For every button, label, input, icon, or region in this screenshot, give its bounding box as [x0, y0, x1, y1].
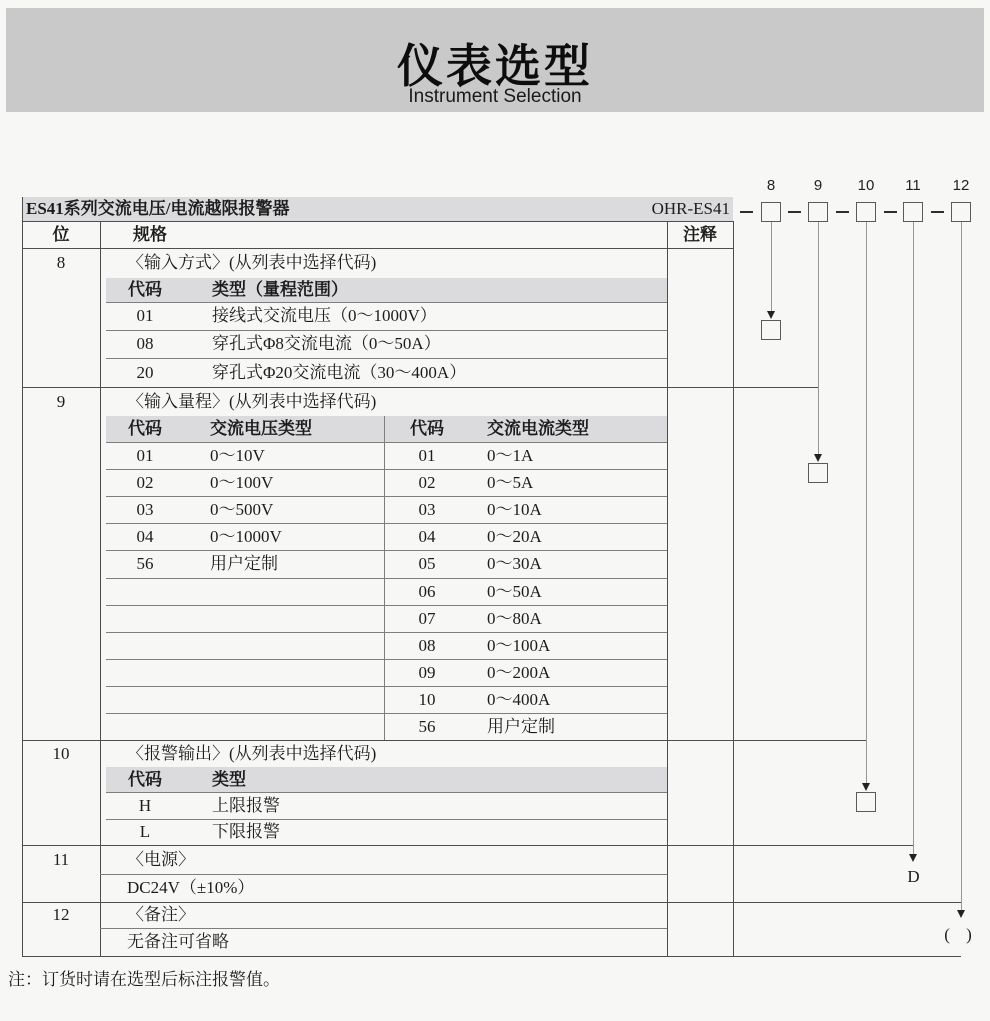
- sec8-row-code: 08: [136, 334, 154, 353]
- page-subtitle: Instrument Selection: [408, 86, 582, 107]
- code-dash: [788, 211, 801, 213]
- model-prefix: OHR-ES41: [651, 199, 730, 218]
- sec8-label: 〈输入方式〉(从列表中选择代码): [127, 253, 377, 272]
- code-box-10: [856, 202, 876, 222]
- remark-code-label: ( ): [944, 925, 978, 944]
- sec9-left-code: 04: [136, 527, 154, 546]
- sec9-right-type: 用户定制: [487, 717, 555, 736]
- sec9-right-code: 10: [418, 690, 436, 709]
- code-box-9: [808, 202, 828, 222]
- position-number-11: 11: [905, 177, 921, 194]
- sec8-row-code: 20: [136, 363, 154, 382]
- sec9-left-type: 0～1000V: [210, 527, 282, 546]
- code-box-12: [951, 202, 971, 222]
- code-dash: [740, 211, 753, 213]
- arrow-down-icon: [862, 783, 870, 791]
- sec9-right-code: 02: [418, 473, 436, 492]
- sec10-row-type: 上限报警: [212, 796, 280, 815]
- sec10-pos: 10: [52, 744, 70, 763]
- sec9-right-code: 56: [418, 717, 436, 736]
- code-dash: [884, 211, 897, 213]
- sec9-left-code: 03: [136, 500, 154, 519]
- sec8-row-type: 穿孔式Φ20交流电流（30～400A）: [212, 363, 467, 382]
- code-target-box-8: [761, 320, 781, 340]
- sec9-right-code: 01: [418, 446, 436, 465]
- sec9-right-type: 0～5A: [487, 473, 534, 492]
- sec9-line-9: [106, 659, 667, 660]
- sec9-line-11: [106, 713, 667, 714]
- sec9-h-type-left: 交流电压类型: [210, 419, 312, 438]
- sec10-h-type: 类型: [212, 770, 246, 789]
- sec9-left-type: 用户定制: [210, 554, 278, 573]
- sec9-right-code: 07: [418, 609, 436, 628]
- arrow-down-icon: [767, 311, 775, 319]
- sec11-label: 〈电源〉: [127, 850, 195, 869]
- code-target-box-9: [808, 463, 828, 483]
- sec8-row-code: 01: [136, 306, 154, 325]
- sec9-left-type: 0～10V: [210, 446, 265, 465]
- sec9-right-code: 03: [418, 500, 436, 519]
- sec9-line-6: [106, 578, 667, 579]
- sec9-pos: 9: [56, 392, 66, 411]
- leader-line-10: [866, 222, 867, 785]
- sec10-line-1: [106, 792, 667, 793]
- code-dash: [836, 211, 849, 213]
- sec8-pos: 8: [56, 253, 66, 272]
- page-banner: [6, 8, 984, 112]
- sec9-left-code: 02: [136, 473, 154, 492]
- sec8-h-type: 类型（量程范围）: [212, 280, 348, 299]
- sec11-value: DC24V（±10%）: [127, 878, 255, 897]
- code-box-11: [903, 202, 923, 222]
- sec9-left-type: 0～500V: [210, 500, 274, 519]
- table-line-header-top: [22, 221, 733, 222]
- sec10-h-code: 代码: [128, 770, 162, 789]
- arrow-down-icon: [814, 454, 822, 462]
- sec8-row-type: 接线式交流电压（0～1000V）: [212, 306, 437, 325]
- sec9-line-1: [106, 442, 667, 443]
- page-title: 仪表选型: [397, 40, 593, 92]
- code-box-8: [761, 202, 781, 222]
- position-number-12: 12: [952, 177, 970, 194]
- power-code-label: D: [907, 867, 920, 886]
- sec9-right-type: 0～50A: [487, 582, 542, 601]
- sec10-line-2: [106, 819, 667, 820]
- sec10-row-type: 下限报警: [212, 822, 280, 841]
- sec9-right-type: 0～200A: [487, 663, 551, 682]
- sec8-h-code: 代码: [128, 280, 162, 299]
- sec10-row-code: L: [139, 822, 151, 841]
- sec8-subheader-band: [106, 278, 667, 302]
- leader-line-12: [961, 222, 962, 912]
- sec9-right-type: 0～80A: [487, 609, 542, 628]
- sec9-line-10: [106, 686, 667, 687]
- sec9-right-type: 0～100A: [487, 636, 551, 655]
- arrow-down-icon: [957, 910, 965, 918]
- sec10-subheader-band: [106, 767, 667, 792]
- sec9-right-type: 0～30A: [487, 554, 542, 573]
- sec9-right-code: 09: [418, 663, 436, 682]
- leader-line-8: [771, 222, 772, 313]
- sec9-right-type: 0～20A: [487, 527, 542, 546]
- col-header-pos: 位: [52, 225, 70, 244]
- arrow-down-icon: [909, 854, 917, 862]
- sec11-pos: 11: [52, 850, 70, 869]
- position-number-9: 9: [813, 177, 823, 194]
- leader-line-11: [913, 222, 914, 856]
- code-dash: [931, 211, 944, 213]
- sec10-row-code: H: [138, 796, 152, 815]
- sec9-label: 〈输入量程〉(从列表中选择代码): [127, 392, 377, 411]
- position-number-8: 8: [766, 177, 776, 194]
- sec9-line-5: [106, 550, 667, 551]
- sec9-line-7: [106, 605, 667, 606]
- sec9-right-type: 0～1A: [487, 446, 534, 465]
- position-number-10: 10: [857, 177, 875, 194]
- sec9-line-8: [106, 632, 667, 633]
- table-border-left: [22, 197, 23, 956]
- table-border-bottom: [22, 956, 961, 957]
- sec9-h-code-left: 代码: [128, 419, 162, 438]
- sec12-label: 〈备注〉: [127, 905, 195, 924]
- leader-line-9: [818, 222, 819, 456]
- sec8-row-type: 穿孔式Φ8交流电流（0～50A）: [212, 334, 441, 353]
- col-header-note: 注释: [683, 225, 717, 244]
- sec9-right-code: 04: [418, 527, 436, 546]
- sec9-line-4: [106, 523, 667, 524]
- sec9-right-type: 0～10A: [487, 500, 542, 519]
- sec9-line-2: [106, 469, 667, 470]
- sec9-right-code: 06: [418, 582, 436, 601]
- sec9-h-type-right: 交流电流类型: [487, 419, 589, 438]
- col-header-spec: 规格: [133, 225, 167, 244]
- sec9-right-code: 05: [418, 554, 436, 573]
- sec9-line-3: [106, 496, 667, 497]
- code-target-box-10: [856, 792, 876, 812]
- footnote: 注：订货时请在选型后标注报警值。: [8, 970, 280, 989]
- sec9-h-code-right: 代码: [410, 419, 444, 438]
- sec9-left-code: 01: [136, 446, 154, 465]
- sec9-left-code: 56: [136, 554, 154, 573]
- sec9-left-type: 0～100V: [210, 473, 274, 492]
- sec10-label: 〈报警输出〉(从列表中选择代码): [127, 744, 377, 763]
- sec9-right-type: 0～400A: [487, 690, 551, 709]
- sec12-value: 无备注可省略: [127, 932, 229, 951]
- sec12-pos: 12: [52, 905, 70, 924]
- series-title: ES41系列交流电压/电流越限报警器: [26, 199, 290, 218]
- sec9-right-code: 08: [418, 636, 436, 655]
